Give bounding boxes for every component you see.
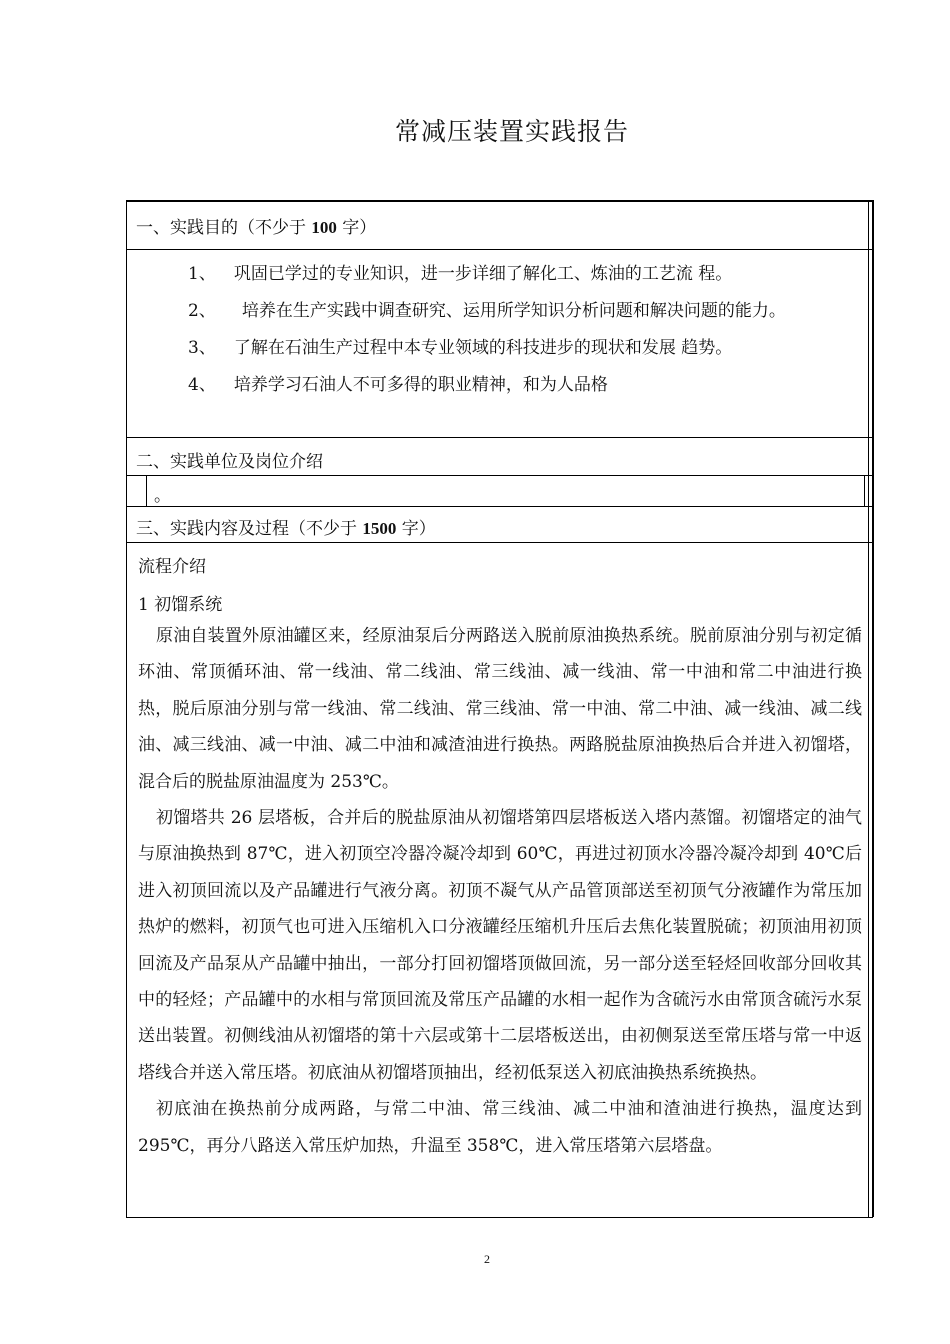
- page-title: 常减压装置实践报告: [394, 117, 629, 146]
- table-top-border-inner: [126, 201, 873, 202]
- cell-divider: [146, 475, 147, 506]
- section3-subtitle: 流程介绍: [138, 557, 206, 577]
- table-inner-border: [868, 200, 869, 1217]
- section3-heading: 三、实践内容及过程（不少于 1500 字）: [136, 519, 436, 539]
- paragraph: 初馏塔共 26 层塔板，合并后的脱盐原油从初馏塔第四层塔板送入塔内蒸馏。初馏塔定的油气与原油换热到 87℃，进入初顶空冷器冷凝冷却到 60℃，再进过初顶水冷器冷凝冷却到 40℃后进入初顶回流以及产品罐进行气液分离。初顶不凝气从产品管顶部送至初顶气分液罐作为常压加热炉的燃料，初顶气也可进入压缩机入口分液罐经压缩机升压后去焦化装置脱硫；初顶油用初顶回流及产品泵从产品罐中抽出，一部分打回初馏塔顶做回流，另一部分送至轻烃回收部分回收其中的轻烃；产品罐中的水相与常顶回流及常压产品罐的水相一起作为含硫污水由常顶含硫污水泵送出装置。初侧线油从初馏塔的第十六层或第十二层塔板送出，由初侧泵送至常压塔与常一中返塔线合并送入常压塔。初底油从初馏塔顶抽出，经初低泵送入初底油换热系统换热。: [138, 808, 862, 1083]
- section2-heading: 二、实践单位及岗位介绍: [136, 452, 323, 472]
- row-divider: [126, 542, 873, 543]
- objective-item-2: 2、 培养在生产实践中调查研究、运用所学知识分析问题和解决问题的能力。: [188, 301, 786, 321]
- objective-item-3: 3、 了解在石油生产过程中本专业领域的科技进步的现状和发展 趋势。: [188, 338, 733, 358]
- table-outer-border: [872, 200, 874, 1217]
- section1-heading: 一、实践目的（不少于 100 字）: [136, 218, 377, 238]
- page-number: 2: [484, 1252, 490, 1266]
- row-divider: [126, 249, 873, 250]
- section2-content: 。: [154, 486, 171, 506]
- row-divider: [126, 506, 873, 507]
- objective-item-4: 4、 培养学习石油人不可多得的职业精神，和为人品格: [188, 375, 608, 395]
- cell-divider: [864, 475, 865, 506]
- row-divider: [126, 475, 873, 476]
- process-description: [138, 618, 862, 1164]
- objective-item-1: 1、 巩固已学过的专业知识，进一步详细了解化工、炼油的工艺流 程。: [188, 264, 733, 284]
- paragraph: 原油自装置外原油罐区来，经原油泵后分两路送入脱前原油换热系统。脱前原油分别与初定循环油、常顶循环油、常一线油、常二线油、常三线油、减一线油、常一中油和常二中油进行换热，脱后原油分别与常一线油、常二线油、常三线油、常一中油、常二中油、减一线油、减二线油、减三线油、减一中油、减二中油和减渣油进行换热。两路脱盐原油换热后合并进入初馏塔，混合后的脱盐原油温度为 253℃。: [138, 626, 862, 792]
- paragraph: 初底油在换热前分成两路，与常二中油、常三线油、减二中油和渣油进行换热，温度达到 295℃，再分八路送入常压炉加热，升温至 358℃，进入常压塔第六层塔盘。: [138, 1099, 862, 1156]
- row-divider: [126, 437, 873, 438]
- section3-subsection: 1 初馏系统: [138, 595, 223, 615]
